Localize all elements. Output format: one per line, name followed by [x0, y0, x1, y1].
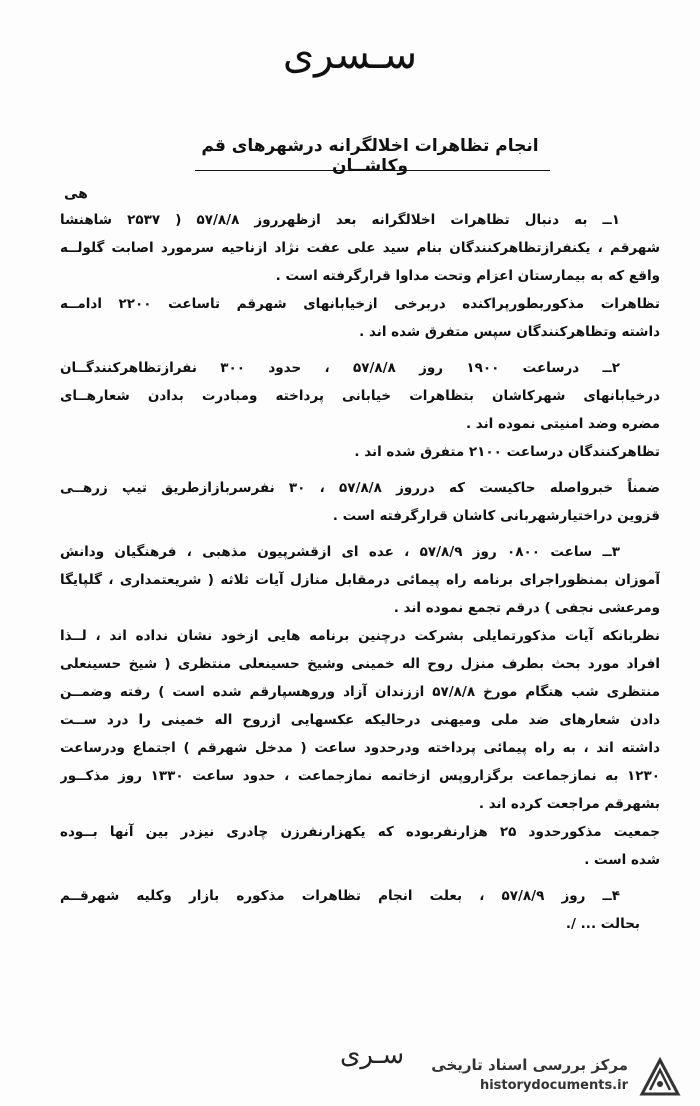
- title-underline: [195, 170, 550, 171]
- paragraph-3-line-12: شده است .: [584, 852, 660, 868]
- paragraph-3-line-11: جمعیت مذکورحدود ۲۵ هزارنفربوده که یکهزارنفرزن چادری نیزدر بین آنها بــوده: [60, 824, 660, 840]
- paragraph-3-line-3: ومرعشی نجفی ) درقم تجمع نموده اند .: [393, 600, 660, 616]
- classification-heading: سـسری: [282, 32, 418, 78]
- paragraph-2-line-2: درخیابانهای شهرکاشان بتظاهرات خیابانی پرداخته ومبادرت بدادن شعارهــای: [60, 388, 660, 404]
- paragraph-2-line-6: قزوین دراختیارشهربانی کاشان قرارگرفته است .: [332, 508, 660, 524]
- paragraph-2-line-3: مضره وضد امنیتی نموده اند .: [465, 416, 660, 432]
- watermark-name: مرکز بررسی اسناد تاریخی: [431, 1056, 628, 1074]
- paragraph-3-line-8: داشته اند ، به راه پیمائی پرداخته ودرحدود ساعت ( مدخل شهرقم ) اجتماع ودرساعت: [60, 740, 660, 756]
- paragraph-1-line-4: تظاهرات مذکوربطورپراکنده دربرخی ازخیابانهای شهرقم تاساعت ۲۲۰۰ ادامــه: [60, 296, 660, 312]
- paragraph-1-line-5: داشته وتظاهرکنندگان سپس متفرق شده اند .: [359, 324, 660, 340]
- margin-fragment: هی: [64, 186, 88, 202]
- paragraph-3-line-9: ۱۲۳۰ به نمازجماعت برگزاروپس ازخاتمه نمازجماعت ، حدود ساعت ۱۳۳۰ روز مذکــور: [60, 768, 660, 784]
- paragraph-4-line-2: بحالت ... /.: [565, 916, 640, 932]
- watermark: [390, 1054, 690, 1100]
- document-title: انجام تظاهرات اخلالگرانه درشهرهای قم وکاشــان: [201, 136, 539, 176]
- paragraph-4-line-1: ۴ــ روز ۵۷/۸/۹ ، بعلت انجام تظاهرات مذکوره بازار وکلیه شهرقــم: [60, 888, 620, 904]
- paragraph-2-line-5: ضمناً خبرواصله حاکیست که درروز ۵۷/۸/۸ ، ۳۰ نفرسربازازطریق تیپ زرهــی: [60, 480, 660, 496]
- paragraph-2-line-4: تظاهرکنندگان درساعت ۲۱۰۰ متفرق شده اند .: [354, 444, 660, 460]
- paragraph-1-line-1: ۱ــ به دنبال تظاهرات اخلالگرانه بعد ازظهرروز ۵۷/۸/۸ ( ۲۵۳۷ شاهنشا: [60, 212, 620, 228]
- paragraph-3-line-10: بشهرقم مراجعت کرده اند .: [478, 796, 660, 812]
- paragraph-3-line-1: ۳ــ ساعت ۰۸۰۰ روز ۵۷/۸/۹ ، عده ای ازقشرپیون مذهبی ، فرهنگیان ودانش: [60, 544, 620, 560]
- paragraph-3-line-2: آموزان بمنظوراجرای برنامه راه پیمائی درمقابل منازل آیات ثلاثه ( شریعتمداری ، گلپایگا: [60, 572, 660, 588]
- document-body: [60, 206, 660, 938]
- paragraph-1-line-3: واقع که به بیمارستان اعزام وتحت مداوا قرارگرفته است .: [275, 268, 660, 284]
- paragraph-2-line-1: ۲ــ درساعت ۱۹۰۰ روز ۵۷/۸/۸ ، حدود ۳۰۰ نفرازتظاهرکنندگــان: [60, 360, 621, 376]
- classification-stamp: سـری: [340, 1040, 405, 1070]
- paragraph-3-line-6: منتظری شب هنگام مورخ ۵۷/۸/۸ اززندان آزاد وروهسپارقم شده است ) رفته وضمــن: [60, 684, 660, 700]
- watermark-logo-icon: [636, 1054, 684, 1100]
- paragraph-3-line-5: افراد مورد بحث بطرف منزل روح اله خمینی وشیخ حسینعلی منتظری ( شیخ حسینعلی: [60, 656, 660, 672]
- paragraph-3-line-7: دادن شعارهای ضد ملی ومیهنی درحالیکه عکسهایی ازروح اله خمینی را درد ســت: [60, 712, 660, 728]
- paragraph-1-line-2: شهرقم ، یکنفرازتظاهرکنندگان بنام سید علی عفت نژاد ازناحیه سرمورد اصابت گلولــه: [60, 240, 660, 256]
- watermark-url: historydocuments.ir: [479, 1078, 628, 1093]
- paragraph-3-line-4: نظربانکه آیات مذکورتمایلی بشرکت درچنین برنامه هایی ازخود نشان نداده اند ، لــذا: [60, 628, 660, 644]
